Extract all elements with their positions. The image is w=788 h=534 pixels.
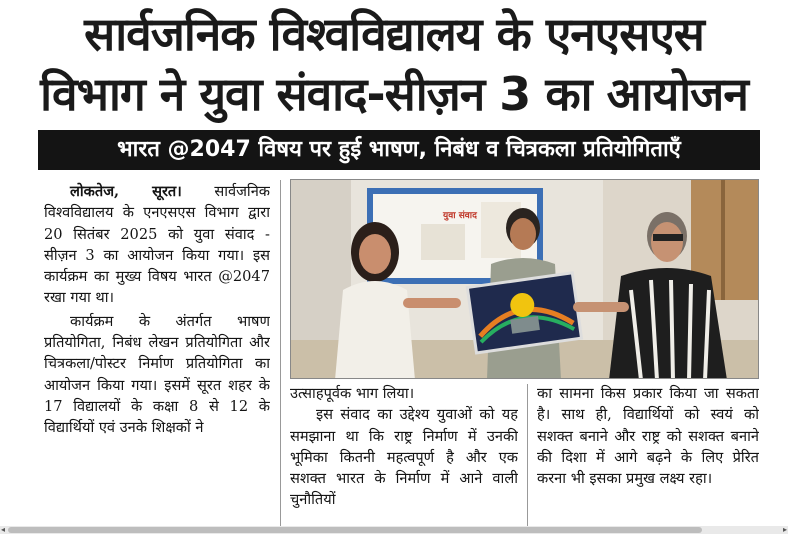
article-paragraph-3: इस संवाद का उद्देश्य युवाओं को यह समझाना था कि राष्ट्र निर्माण में उनकी भूमिका कितनी महत्वपूर्ण है और एक सशक्त भारत के निर्माण में आने वाली चुनौतियों (290, 406, 518, 509)
headline-line-2: विभाग ने युवा संवाद-सीज़न 3 का आयोजन (40, 67, 748, 121)
column-divider (527, 384, 528, 526)
subheadline-bar: भारत @2047 विषय पर हुई भाषण, निबंध व चित्रकला प्रतियोगिताएँ (38, 130, 760, 170)
article-paragraph-1 (44, 181, 270, 309)
paragraph-1-text: सार्वजनिक विश्वविद्यालय के एनएसएस विभाग द्वारा 20 सितंबर 2025 को युवा संवाद - सीज़न 3 का आयोजन किया गया। इस कार्यक्रम का मुख्य विषय भारत @2047 रखा गया था। (44, 183, 270, 307)
paragraph-3-continuation: का सामना किस प्रकार किया जा सकता है। साथ ही, विद्यार्थियों को स्वयं को सशक्त बनाने और राष्ट्र को सशक्त बनाने की दिशा में आगे बढ़ने के लिए प्रेरित करना भी इसका प्रमुख लक्ष्य रहा। (537, 385, 759, 488)
headline-line-1: सार्वजनिक विश्वविद्यालय के एनएसएस (84, 7, 704, 61)
scroll-left-arrow-icon[interactable]: ◂ (1, 525, 6, 534)
paragraph-2-continuation: उत्साहपूर्वक भाग लिया। (290, 385, 415, 402)
screen-title: युवा संवाद (443, 211, 477, 221)
article-paragraph-2: कार्यक्रम के अंतर्गत भाषण प्रतियोगिता, निबंध लेखन प्रतियोगिता और चित्रकला/पोस्टर निर्माण प्रतियोगिता का आयोजन किया गया। इसमें सूरत शहर के 17 विद्यालयों के कक्षा 8 से 12 के विद्यार्थियों एवं उनके शिक्षकों ने (44, 312, 270, 437)
article-column-3 (537, 383, 759, 526)
byline: लोकतेज, सूरत। (70, 183, 182, 200)
scroll-right-arrow-icon[interactable]: ▸ (782, 525, 787, 534)
horizontal-scrollbar[interactable] (0, 526, 788, 534)
column-divider (280, 180, 281, 526)
article-column-2 (290, 383, 518, 526)
event-photo (290, 179, 759, 379)
scrollbar-thumb[interactable] (8, 527, 702, 533)
event-photo-illustration (291, 180, 759, 379)
article-column-1 (44, 181, 270, 526)
